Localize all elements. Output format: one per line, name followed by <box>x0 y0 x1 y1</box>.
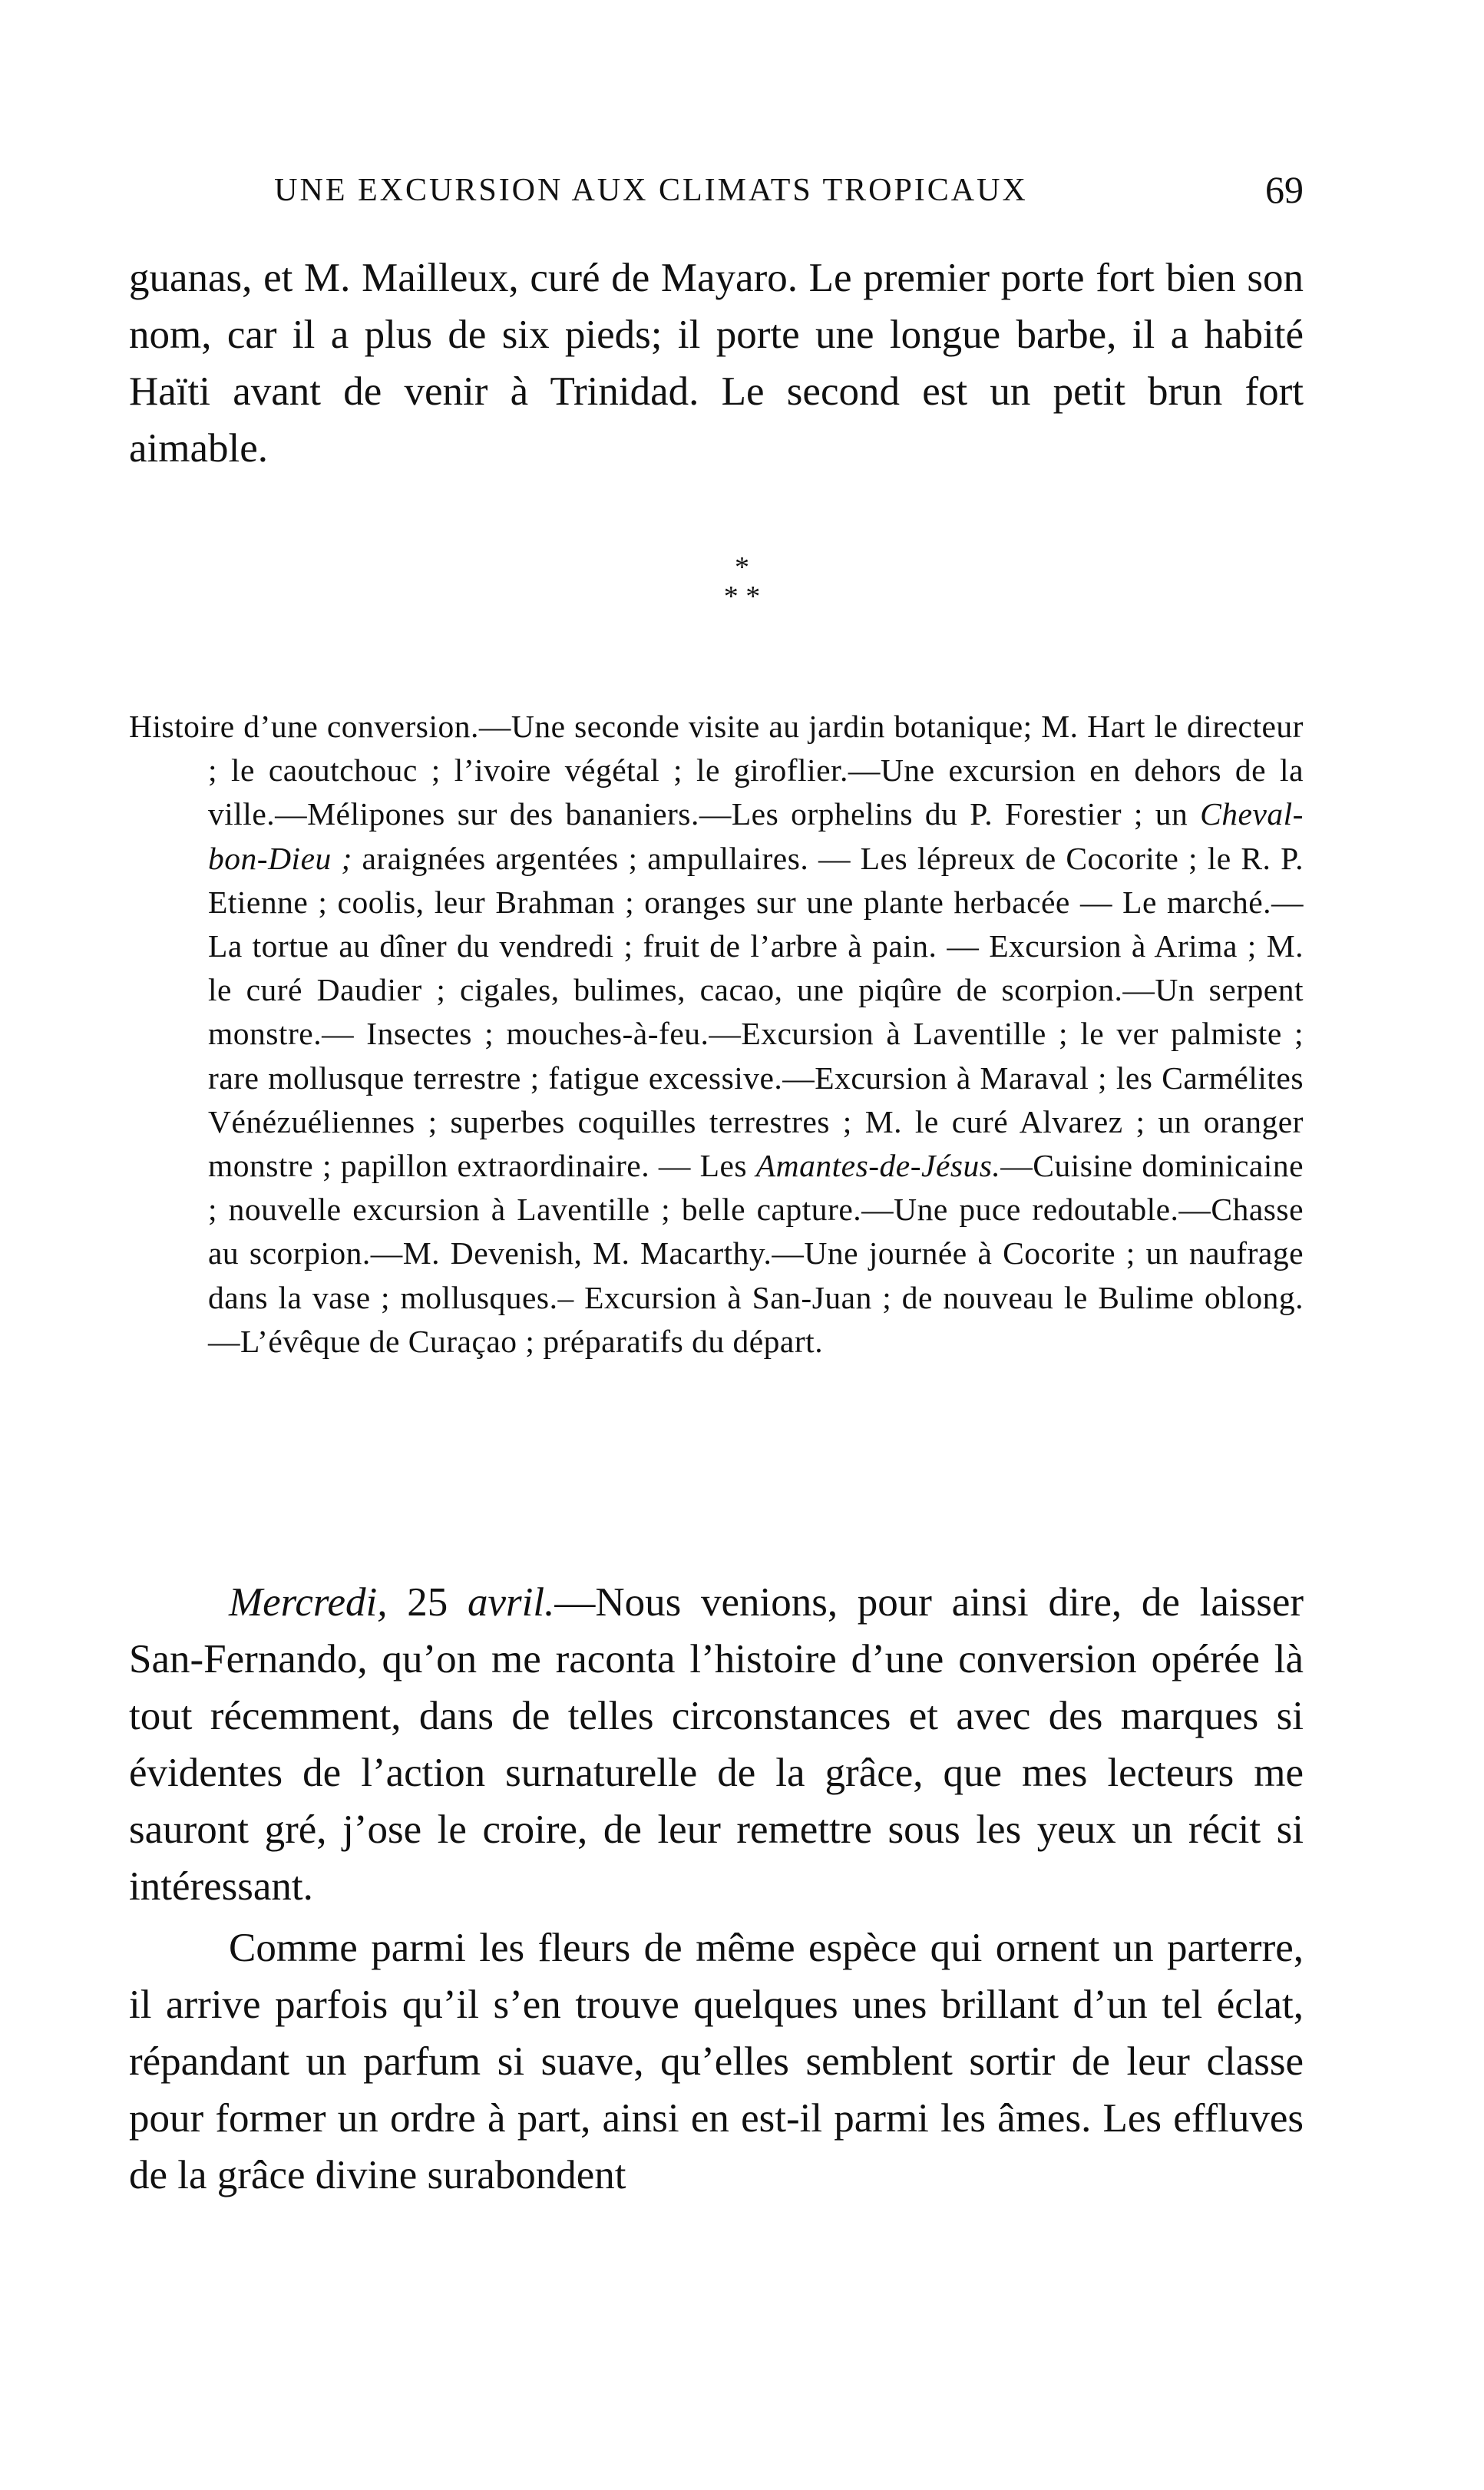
paragraph-mercredi <box>129 1574 1304 1915</box>
summary-italic-1: Cheval-bon-Dieu ; <box>208 796 1304 876</box>
summary-italic-2: Amantes-de-Jésus. <box>755 1148 1001 1184</box>
paragraph-continuation: guanas, et M. Mailleux, curé de Mayaro. Le premier porte fort bien son nom, car il a plus de six pieds; il porte une longue barbe, il a habité Haïti avant de venir à Trinidad. Le second est un petit brun fort aimable. <box>129 256 1304 471</box>
date-weekday: Mercredi, <box>229 1580 388 1625</box>
page-number: 69 <box>1265 168 1304 211</box>
summary-text-2: araignées argentées ; ampullaires. — Les lépreux de Cocorite ; le R. P. Etienne ; coolis, leur Brahman ; oranges sur une plante herbacée — Le marché.—La tortue au dîner du vendredi ; fruit de l’arbre à pain. — Excursion à Arima ; M. le curé Daudier ; cigales, bulimes, cacao, une piqûre de scorpion.—Un serpent monstre.— Insectes ; mouches-à-feu.—Excursion à Laventille ; le ver palmiste ; rare mollusque terrestre ; fatigue excessive.—Excursion à Maraval ; les Carmélites Vénézuéliennes ; superbes coquilles terrestres ; M. le curé Alvarez ; un oranger monstre ; papillon extraordinaire. — Les <box>208 840 1304 1184</box>
date-day: 25 <box>387 1580 468 1625</box>
asterism-separator <box>0 553 1484 611</box>
date-month: avril. <box>467 1580 555 1625</box>
summary-text-1: Histoire d’une conversion.—Une seconde visite au jardin botanique; M. Hart le directeur ; le caoutchouc ; l’ivoire végétal ; le giroflier.—Une excursion en dehors de la ville.—Mélipones sur des bananiers.—Les orphelins du P. Forestier ; un <box>129 709 1304 832</box>
paragraph-comme: Comme parmi les fleurs de même espèce qui ornent un parterre, il arrive parfois qu’il s’en trouve quelques unes brillant d’un tel éclat, répandant un parfum si suave, qu’elles semblent sortir de leur classe pour former un ordre à part, ainsi en est-il parmi les âmes. Les effluves de la grâce divine surabondent <box>129 1926 1304 2197</box>
asterism-bottom: * * <box>723 580 761 613</box>
running-head <box>129 167 1304 213</box>
chapter-summary <box>129 705 1304 1364</box>
asterism-top: * <box>735 551 749 584</box>
paragraph-mercredi-text: —Nous venions, pour ainsi dire, de laisser San-Fernando, qu’on me raconta l’histoire d’une conversion opérée là tout récemment, dans de telles circonstances et avec des marques si évidentes de l’action surnaturelle de la grâce, que mes lecteurs me sauront gré, j’ose le croire, de leur remettre sous les yeux un récit si intéressant. <box>129 1580 1304 1909</box>
summary-text-3: —Cuisine dominicaine ; nouvelle excursion à Laventille ; belle capture.—Une puce redoutable.—Chasse au scorpion.—M. Devenish, M. Macarthy.—Une journée à Cocorite ; un naufrage dans la vase ; mollusques.– Excursion à San-Juan ; de nouveau le Bulime oblong. —L’évêque de Curaçao ; préparatifs du départ. <box>208 1148 1304 1359</box>
running-title: UNE EXCURSION AUX CLIMATS TROPICAUX <box>274 173 1028 208</box>
